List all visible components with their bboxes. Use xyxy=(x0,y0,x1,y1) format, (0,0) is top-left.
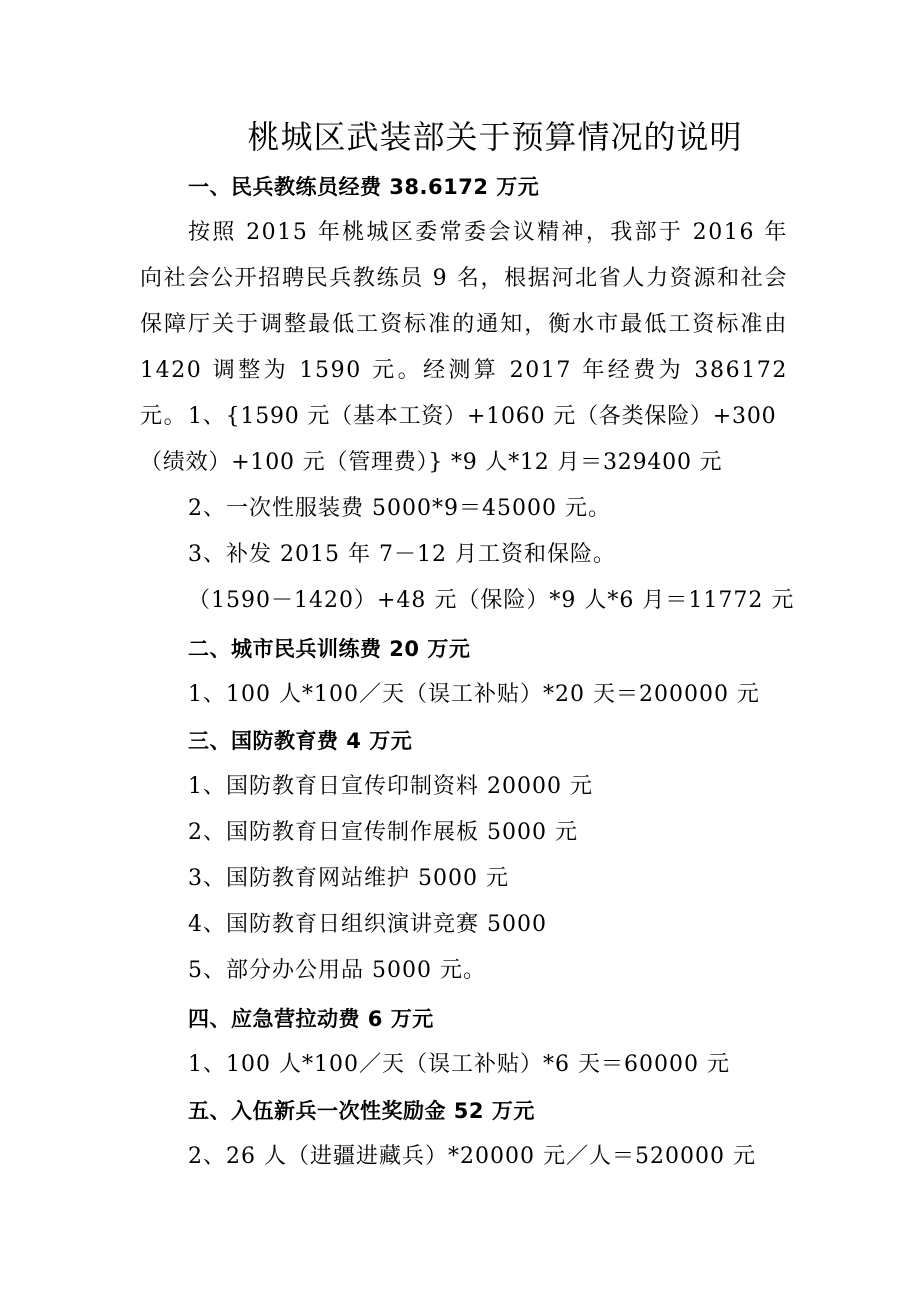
document-title: 桃城区武装部关于预算情况的说明 xyxy=(247,118,743,156)
section-5-item-1: 2、26 人（进疆进藏兵）*20000 元／人＝520000 元 xyxy=(188,1144,756,1169)
section-heading-3: 三、国防教育费 4 万元 xyxy=(188,729,413,753)
section-3-item-5: 5、部分办公用品 5000 元。 xyxy=(188,958,486,983)
section-3-item-1: 1、国防教育日宣传印制资料 20000 元 xyxy=(188,774,593,799)
section-heading-4: 四、应急营拉动费 6 万元 xyxy=(188,1007,434,1031)
section-1-paragraph: 按照 2015 年桃城区委常委会议精神，我部于 2016 年向社会公开招聘民兵教练员 9 名，根据河北省人力资源和社会保障厅关于调整最低工资标准的通知，衡水市最低工资标准由 1420 调整为 1590 元。经测算 2017 年经费为 386172 元。 xyxy=(140,220,788,429)
section-1-item-3-detail: （1590－1420）+48 元（保险）*9 人*6 月＝11772 元 xyxy=(188,588,795,613)
section-4-item-1: 1、100 人*100／天（误工补贴）*6 天＝60000 元 xyxy=(188,1052,730,1077)
section-3-item-3: 3、国防教育网站维护 5000 元 xyxy=(188,866,509,891)
section-3-item-2: 2、国防教育日宣传制作展板 5000 元 xyxy=(188,820,578,845)
section-heading-5: 五、入伍新兵一次性奖励金 52 万元 xyxy=(188,1099,535,1123)
section-heading-1: 一、民兵教练员经费 38.6172 万元 xyxy=(188,175,540,199)
section-1-item-1: 1、{1590 元（基本工资）+1060 元（各类保险）+300（绩效）+100 元（管理费）} *9 人*12 月＝329400 元 xyxy=(140,404,777,475)
section-1-item-2: 2、一次性服装费 5000*9＝45000 元。 xyxy=(188,496,611,521)
section-1-item-3: 3、补发 2015 年 7－12 月工资和保险。 xyxy=(188,542,616,567)
section-3-item-4: 4、国防教育日组织演讲竞赛 5000 xyxy=(188,912,547,937)
section-heading-2: 二、城市民兵训练费 20 万元 xyxy=(188,637,471,661)
section-2-item-1: 1、100 人*100／天（误工补贴）*20 天＝200000 元 xyxy=(188,682,760,707)
